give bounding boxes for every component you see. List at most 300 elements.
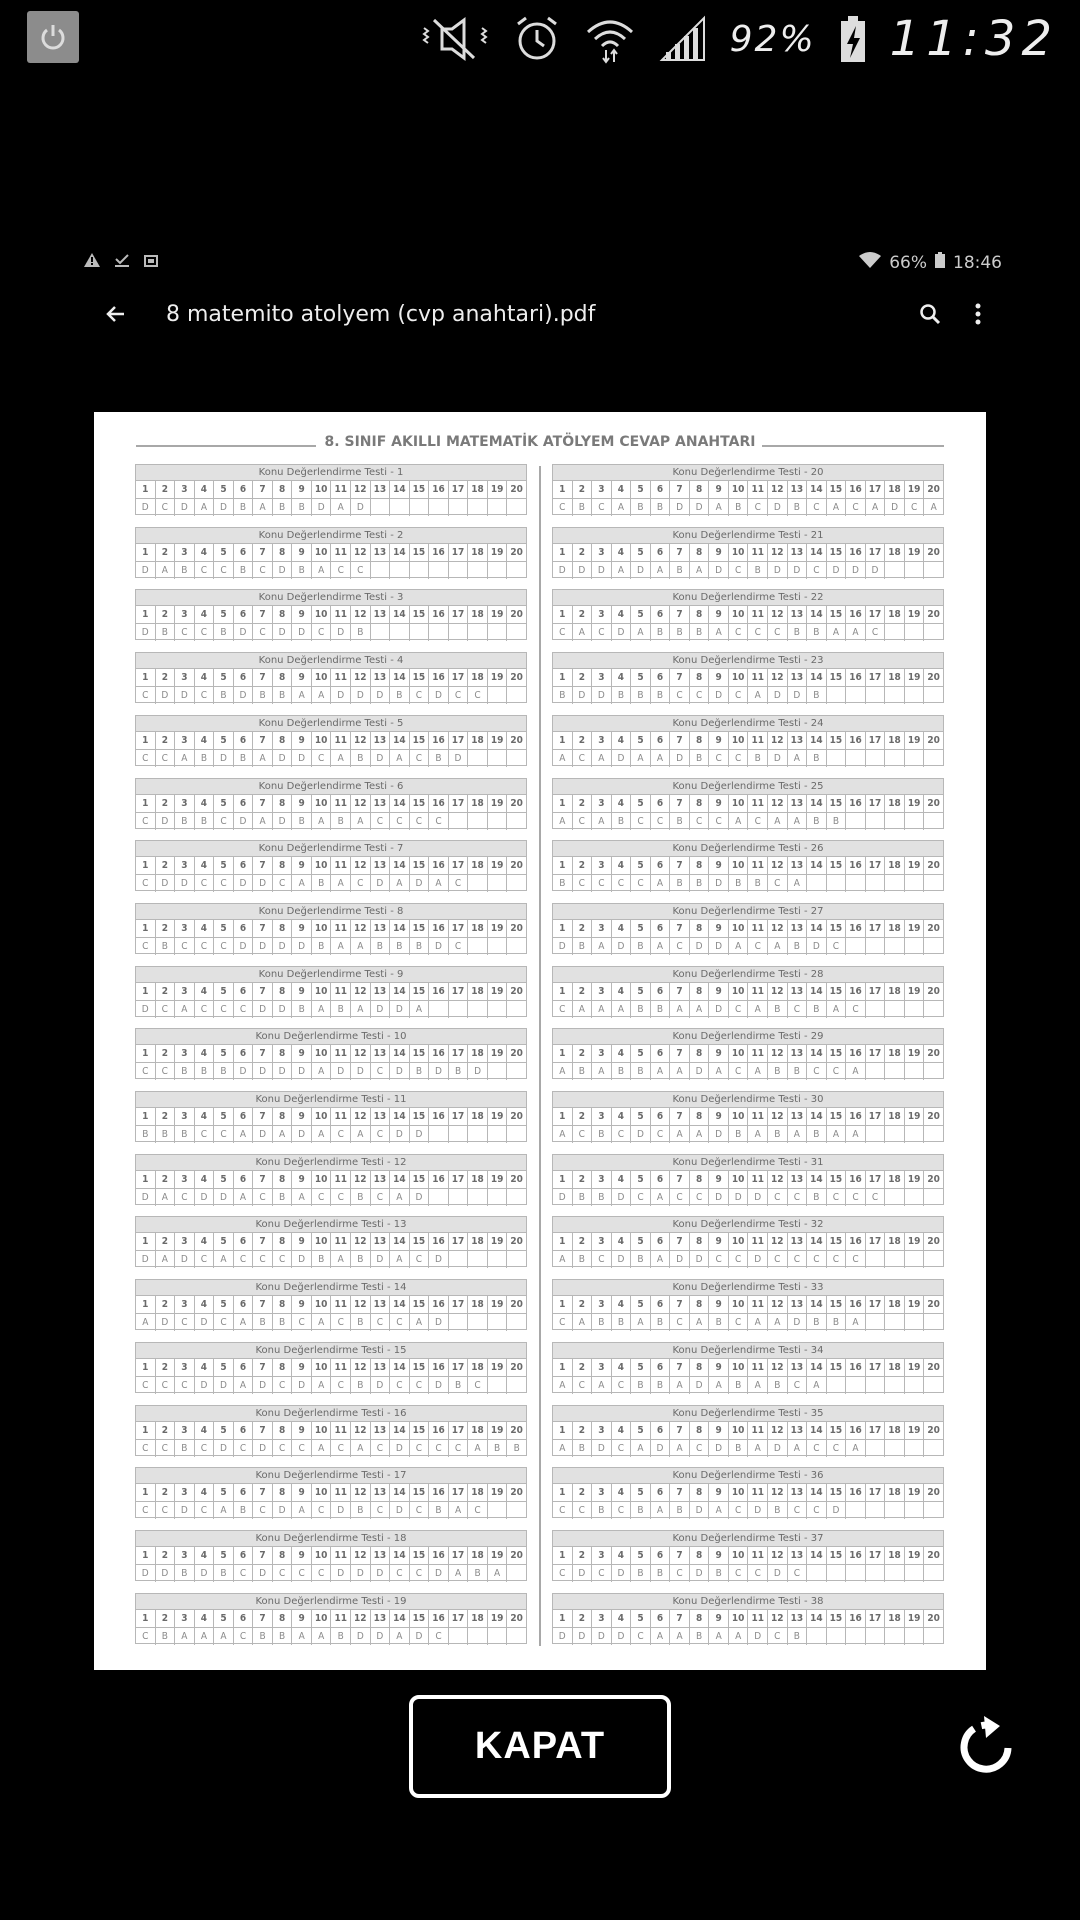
question-number: 5 (630, 732, 650, 749)
answer-cell (923, 1440, 943, 1457)
answer-cell (487, 1126, 507, 1143)
question-number: 7 (252, 544, 272, 561)
question-number: 13 (787, 544, 807, 561)
question-number: 8 (272, 732, 292, 749)
question-number: 5 (213, 1108, 233, 1125)
answer-cell: B (291, 813, 311, 830)
question-number: 14 (806, 920, 826, 937)
question-number: 17 (448, 795, 468, 812)
question-number: 5 (630, 795, 650, 812)
question-number: 18 (467, 1359, 487, 1376)
answer-cell (448, 1126, 468, 1143)
question-number: 20 (506, 1171, 526, 1188)
answer-table-title: Konu Değerlendirme Testi - 17 (136, 1468, 526, 1484)
power-icon[interactable] (27, 11, 79, 63)
question-number: 18 (884, 1171, 904, 1188)
answer-cell: D (213, 750, 233, 767)
answer-cell: C (669, 938, 689, 955)
answer-cell (448, 1628, 468, 1645)
answer-cell: A (650, 562, 670, 579)
answer-cell (884, 938, 904, 955)
answer-cell: C (572, 813, 592, 830)
question-number: 13 (787, 732, 807, 749)
answer-cell: B (350, 1377, 370, 1394)
question-number: 2 (155, 1108, 175, 1125)
answer-cell: D (350, 1565, 370, 1582)
question-number: 2 (572, 544, 592, 561)
question-number: 15 (409, 481, 429, 498)
answer-cell: B (174, 1126, 194, 1143)
answer-cell: A (787, 750, 807, 767)
answer-cell: B (650, 1565, 670, 1582)
answer-cell: C (252, 1502, 272, 1519)
question-number: 19 (904, 795, 924, 812)
question-number: 15 (409, 1610, 429, 1627)
answer-cell: C (194, 938, 214, 955)
answer-cell: C (826, 1251, 846, 1268)
question-number: 11 (330, 983, 350, 1000)
answer-cell: A (155, 1189, 175, 1206)
answer-cell: B (233, 1502, 253, 1519)
answer-cell: D (174, 499, 194, 516)
answer-cell: D (689, 1377, 709, 1394)
question-number: 12 (350, 920, 370, 937)
answer-cell: D (252, 875, 272, 892)
answer-cell: B (448, 1377, 468, 1394)
question-number: 1 (559, 1361, 566, 1373)
answer-table-title: Konu Değerlendirme Testi - 36 (553, 1468, 943, 1484)
answer-table-title: Konu Değerlendirme Testi - 34 (553, 1343, 943, 1359)
question-number: 11 (330, 795, 350, 812)
question-number: 4 (611, 983, 631, 1000)
rotate-icon[interactable] (950, 1712, 1022, 1788)
answer-table (552, 715, 944, 766)
answer-cell: B (767, 1502, 787, 1519)
answer-cell: A (174, 750, 194, 767)
question-number: 7 (252, 669, 272, 686)
answer-cell: B (174, 562, 194, 579)
question-number: 17 (865, 481, 885, 498)
answer-cell: B (767, 1063, 787, 1080)
question-number: 6 (650, 1610, 670, 1627)
answer-cell: C (389, 813, 409, 830)
question-number: 11 (330, 1484, 350, 1501)
answer-table (135, 1593, 527, 1644)
answer-cell: C (194, 1001, 214, 1018)
answer-cell: B (630, 1001, 650, 1018)
answer-table (552, 840, 944, 891)
answer-cell: D (291, 938, 311, 955)
question-number: 9 (291, 1422, 311, 1439)
answer-cell: C (806, 1251, 826, 1268)
answer-cell: D (350, 1063, 370, 1080)
question-number: 17 (865, 1610, 885, 1627)
answer-cell (845, 1565, 865, 1582)
question-number: 20 (923, 669, 943, 686)
question-number: 2 (155, 920, 175, 937)
answer-cell: B (142, 1129, 149, 1140)
answer-cell: D (409, 1189, 429, 1206)
question-number: 12 (767, 1547, 787, 1564)
close-button[interactable]: KAPAT (409, 1695, 671, 1798)
question-number: 20 (923, 1422, 943, 1439)
answer-cell: C (233, 1001, 253, 1018)
question-number: 18 (467, 669, 487, 686)
answer-cell: B (174, 1565, 194, 1582)
question-number: 8 (689, 606, 709, 623)
question-number: 19 (904, 1359, 924, 1376)
question-number: 4 (194, 1045, 214, 1062)
question-number: 13 (787, 1171, 807, 1188)
question-number: 16 (428, 857, 448, 874)
question-number: 7 (252, 1610, 272, 1627)
question-number: 1 (559, 484, 566, 495)
answer-cell: D (767, 499, 787, 516)
answer-table (552, 1342, 944, 1393)
answer-table (552, 1530, 944, 1581)
question-number: 2 (155, 1610, 175, 1627)
question-number: 10 (728, 920, 748, 937)
answer-cell: C (233, 1251, 253, 1268)
question-number: 15 (826, 920, 846, 937)
answer-cell: D (428, 1063, 448, 1080)
answer-cell: A (747, 1063, 767, 1080)
answer-cell: D (591, 1628, 611, 1645)
answer-cell: C (826, 1189, 846, 1206)
question-number: 17 (448, 1422, 468, 1439)
question-number: 5 (213, 669, 233, 686)
question-number: 14 (806, 857, 826, 874)
question-number: 13 (370, 669, 390, 686)
question-number: 5 (213, 983, 233, 1000)
question-number: 9 (708, 481, 728, 498)
answer-cell (845, 1502, 865, 1519)
question-number: 5 (630, 857, 650, 874)
question-number: 15 (826, 1484, 846, 1501)
question-number: 1 (142, 1361, 149, 1373)
answer-cell: B (806, 687, 826, 704)
answer-cell (409, 562, 429, 579)
answer-cell: C (467, 1502, 487, 1519)
question-number: 16 (428, 1484, 448, 1501)
answer-cell: D (767, 562, 787, 579)
answer-cell: D (630, 1126, 650, 1143)
question-number-row (553, 606, 943, 623)
question-number: 10 (728, 606, 748, 623)
answer-cell: B (611, 687, 631, 704)
answer-cell: D (572, 1565, 592, 1582)
answer-cell: B (291, 1001, 311, 1018)
answer-cell: B (650, 1377, 670, 1394)
question-number: 20 (923, 1359, 943, 1376)
question-number: 16 (845, 1108, 865, 1125)
question-number: 13 (787, 1484, 807, 1501)
question-number: 8 (689, 1422, 709, 1439)
answer-cell: C (272, 1377, 292, 1394)
answer-cell (806, 875, 826, 892)
answer-cell: D (330, 1565, 350, 1582)
question-number: 8 (272, 857, 292, 874)
answer-cell: C (728, 1001, 748, 1018)
answer-cell: D (272, 562, 292, 579)
question-number: 10 (728, 1359, 748, 1376)
more-vert-icon[interactable] (974, 302, 982, 330)
question-number-row (136, 1422, 526, 1439)
answer-cell: A (142, 1317, 149, 1329)
answer-cell: C (650, 1126, 670, 1143)
answer-cell: B (806, 1314, 826, 1331)
answer-cell: A (787, 1126, 807, 1143)
question-number: 9 (291, 606, 311, 623)
answer-cell: D (272, 938, 292, 955)
answer-cell: A (291, 1628, 311, 1645)
question-number: 17 (865, 669, 885, 686)
answer-cell: A (728, 1628, 748, 1645)
question-number: 13 (787, 481, 807, 498)
answer-table (552, 527, 944, 578)
question-number: 12 (767, 544, 787, 561)
question-number: 11 (330, 1547, 350, 1564)
question-number: 4 (611, 1484, 631, 1501)
answer-cell: D (669, 499, 689, 516)
answer-cell: C (409, 687, 429, 704)
answer-row (553, 561, 943, 579)
question-number: 6 (233, 795, 253, 812)
question-number: 6 (233, 1171, 253, 1188)
answer-cell: B (826, 813, 846, 830)
question-number: 11 (330, 732, 350, 749)
answer-cell (448, 1251, 468, 1268)
question-number: 5 (213, 1359, 233, 1376)
question-number: 20 (923, 481, 943, 498)
answer-cell: C (591, 1565, 611, 1582)
question-number: 11 (747, 920, 767, 937)
question-number: 3 (174, 1547, 194, 1564)
answer-cell: A (650, 1251, 670, 1268)
question-number: 17 (448, 1233, 468, 1250)
answer-cell: D (174, 1502, 194, 1519)
question-number: 18 (884, 1610, 904, 1627)
answer-table (552, 1154, 944, 1205)
question-number: 13 (370, 1233, 390, 1250)
answer-cell: C (272, 1251, 292, 1268)
question-number: 6 (233, 1610, 253, 1627)
answer-cell: B (767, 1377, 787, 1394)
answer-cell: C (311, 750, 331, 767)
answer-row (553, 1376, 943, 1394)
question-number: 3 (591, 669, 611, 686)
question-number-row (136, 983, 526, 1000)
question-number-row (136, 1547, 526, 1564)
question-number: 12 (350, 481, 370, 498)
answer-row (553, 498, 943, 516)
answer-table (135, 1279, 527, 1330)
question-number: 3 (174, 1045, 194, 1062)
question-number: 17 (865, 1233, 885, 1250)
back-arrow-icon[interactable] (104, 302, 128, 330)
answer-cell: B (272, 1189, 292, 1206)
answer-cell: C (787, 1502, 807, 1519)
answer-cell: A (350, 938, 370, 955)
question-number: 6 (650, 983, 670, 1000)
question-number: 19 (904, 983, 924, 1000)
question-number: 10 (728, 795, 748, 812)
answer-cell: C (174, 1377, 194, 1394)
question-number: 3 (174, 1108, 194, 1125)
question-number-row (553, 983, 943, 1000)
question-number: 7 (252, 732, 272, 749)
answer-cell: C (370, 1189, 390, 1206)
question-number: 14 (389, 920, 409, 937)
answer-cell (904, 562, 924, 579)
question-number: 11 (330, 544, 350, 561)
answer-cell: B (350, 1251, 370, 1268)
question-number: 18 (467, 857, 487, 874)
answer-cell: D (174, 687, 194, 704)
answer-cell: A (155, 562, 175, 579)
question-number: 9 (708, 795, 728, 812)
question-number: 17 (865, 983, 885, 1000)
question-number: 5 (213, 920, 233, 937)
answer-cell: B (487, 1440, 507, 1457)
answer-cell: A (330, 875, 350, 892)
answer-cell: C (448, 875, 468, 892)
question-number: 2 (155, 606, 175, 623)
answer-cell (448, 813, 468, 830)
question-number: 18 (467, 1484, 487, 1501)
answer-cell: D (428, 687, 448, 704)
answer-cell: D (611, 1628, 631, 1645)
question-number: 19 (904, 1108, 924, 1125)
question-number: 16 (845, 1610, 865, 1627)
answer-cell: B (572, 1189, 592, 1206)
question-number: 12 (767, 606, 787, 623)
answer-cell: C (630, 1189, 650, 1206)
answer-cell (865, 1251, 885, 1268)
answer-cell: A (591, 938, 611, 955)
answer-cell: C (233, 1565, 253, 1582)
question-number: 13 (370, 1045, 390, 1062)
question-number: 10 (311, 544, 331, 561)
question-number: 17 (448, 732, 468, 749)
answer-cell: C (252, 624, 272, 641)
question-number: 10 (728, 1422, 748, 1439)
answer-cell: B (311, 1251, 331, 1268)
question-number: 3 (591, 1547, 611, 1564)
answer-table (552, 778, 944, 829)
search-icon[interactable] (918, 302, 942, 330)
answer-cell: D (291, 1251, 311, 1268)
answer-table-title: Konu Değerlendirme Testi - 1 (136, 465, 526, 481)
question-number: 2 (572, 1547, 592, 1564)
question-number: 7 (669, 1108, 689, 1125)
answer-cell: B (650, 499, 670, 516)
answer-cell: A (669, 1377, 689, 1394)
answer-cell (845, 1377, 865, 1394)
question-number: 15 (409, 795, 429, 812)
answer-cell (506, 562, 526, 579)
answer-cell (865, 938, 885, 955)
answer-cell (448, 1314, 468, 1331)
question-number: 12 (350, 544, 370, 561)
question-number: 17 (448, 920, 468, 937)
question-number: 5 (630, 1484, 650, 1501)
question-number: 4 (194, 669, 214, 686)
answer-cell: C (213, 875, 233, 892)
question-number: 17 (865, 606, 885, 623)
question-number: 18 (884, 1045, 904, 1062)
answer-cell: A (787, 813, 807, 830)
answer-cell: A (213, 1628, 233, 1645)
answer-cell: D (572, 687, 592, 704)
question-number: 18 (884, 606, 904, 623)
question-number: 3 (591, 983, 611, 1000)
question-number: 5 (630, 1547, 650, 1564)
question-number: 4 (194, 1610, 214, 1627)
question-number: 3 (591, 544, 611, 561)
answer-cell: C (213, 813, 233, 830)
answer-cell: B (650, 1314, 670, 1331)
answer-table-title: Konu Değerlendirme Testi - 16 (136, 1406, 526, 1422)
question-number: 18 (467, 1422, 487, 1439)
question-number: 20 (923, 1484, 943, 1501)
question-number: 17 (865, 1045, 885, 1062)
question-number: 11 (747, 795, 767, 812)
question-number: 11 (747, 1108, 767, 1125)
question-number: 6 (650, 669, 670, 686)
answer-cell: A (291, 1502, 311, 1519)
answer-cell: B (669, 624, 689, 641)
question-number: 19 (904, 920, 924, 937)
question-number: 19 (487, 1045, 507, 1062)
question-number-row (136, 1045, 526, 1062)
question-number: 11 (747, 732, 767, 749)
question-number: 8 (689, 1296, 709, 1313)
question-number: 8 (689, 669, 709, 686)
question-number: 13 (370, 983, 390, 1000)
question-number: 20 (923, 795, 943, 812)
question-number: 4 (611, 1547, 631, 1564)
answer-cell: D (428, 1377, 448, 1394)
answer-cell: C (611, 1502, 631, 1519)
answer-cell: A (174, 1628, 194, 1645)
answer-cell: A (272, 1126, 292, 1143)
answer-cell (904, 1189, 924, 1206)
question-number: 12 (350, 983, 370, 1000)
question-number: 9 (708, 669, 728, 686)
question-number: 16 (428, 983, 448, 1000)
answer-cell: A (611, 1001, 631, 1018)
question-number: 2 (155, 732, 175, 749)
question-number: 10 (311, 481, 331, 498)
answer-cell: A (174, 1001, 194, 1018)
answer-cell: A (611, 499, 631, 516)
question-number: 16 (428, 795, 448, 812)
question-number: 1 (142, 1549, 149, 1561)
answer-cell: B (291, 562, 311, 579)
answer-cell: C (591, 624, 611, 641)
question-number: 10 (728, 1296, 748, 1313)
question-number: 14 (389, 669, 409, 686)
question-number: 17 (865, 1296, 885, 1313)
answer-cell: B (155, 1126, 175, 1143)
question-number: 10 (728, 1233, 748, 1250)
question-number: 2 (155, 1547, 175, 1564)
answer-cell: A (669, 1001, 689, 1018)
question-number-row (553, 1484, 943, 1501)
answer-cell: C (370, 1126, 390, 1143)
answer-cell (487, 1377, 507, 1394)
